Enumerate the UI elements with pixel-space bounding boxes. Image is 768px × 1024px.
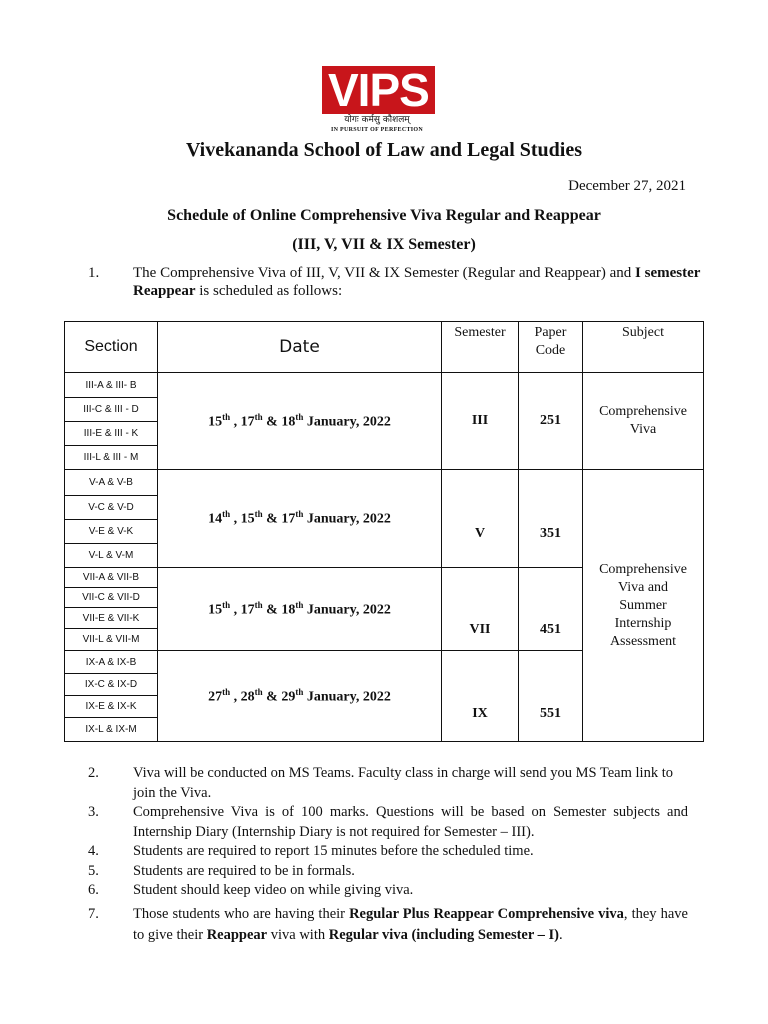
section-cell: V-L & V-M [65, 544, 158, 568]
date-cell: 14th , 15th & 17th January, 2022 [158, 470, 442, 568]
paper-code-cell: 251 [519, 373, 583, 470]
section-cell: VII-L & VII-M [65, 629, 158, 651]
date-cell: 15th , 17th & 18th January, 2022 [158, 373, 442, 470]
paper-code-cell: 551 [519, 651, 583, 742]
section-cell: IX-L & IX-M [65, 718, 158, 742]
school-title: Vivekananda School of Law and Legal Studies [185, 139, 582, 161]
date-cell: 27th , 28th & 29th January, 2022 [158, 651, 442, 742]
table-row [65, 373, 704, 398]
date-cell: 15th , 17th & 18th January, 2022 [158, 568, 442, 651]
list-item: 4. Students are required to report 15 minutes before the scheduled time. [88, 843, 534, 859]
section-cell: IX-A & IX-B [65, 651, 158, 674]
schedule-subtitle: (III, V, VII & IX Semester) [292, 236, 476, 253]
paper-code-cell: 451 [519, 568, 583, 651]
logo-mark: VIPS [322, 66, 435, 114]
list-item: 5. Students are required to be in formals. [88, 862, 355, 879]
section-cell: V-A & V-B [65, 470, 158, 496]
section-cell: III-A & III- B [65, 373, 158, 398]
table-header-row [65, 322, 704, 373]
semester-cell: IX [442, 651, 519, 742]
item-number: 1. [88, 265, 100, 281]
section-cell: VII-C & VII-D [65, 588, 158, 608]
list-item: 6. Student should keep video on while giving viva. [88, 882, 414, 898]
section-cell: VII-A & VII-B [65, 568, 158, 588]
logo-tagline: IN PURSUIT OF PERFECTION [330, 127, 424, 133]
subject-cell: Comprehensive Viva [583, 373, 704, 470]
header-date: Date [158, 322, 442, 373]
table-row [65, 470, 704, 496]
paper-code-cell: 351 [519, 470, 583, 568]
header-paper-code: Paper Code [519, 322, 583, 373]
list-item: 7. Those students who are having their Regular Plus Reappear Comprehensive viva, they have to give their Reappear viva with Regular viva (including Semester – I). [88, 905, 688, 943]
section-cell: V-C & V-D [65, 496, 158, 520]
vips-logo [322, 66, 432, 146]
section-cell: IX-C & IX-D [65, 674, 158, 696]
section-cell: III-E & III - K [65, 422, 158, 446]
list-item: 2. Viva will be conducted on MS Teams. Faculty class in charge will send you MS Team link to join the Viva. [88, 765, 673, 801]
subject-cell: Comprehensive Viva and Summer Internship Assessment [583, 470, 704, 742]
section-cell: VII-E & VII-K [65, 608, 158, 629]
logo-motto: योगः कर्मसु कौशलम् [344, 115, 410, 125]
header-subject: Subject [583, 322, 704, 373]
section-cell: V-E & V-K [65, 520, 158, 544]
schedule-table [64, 321, 704, 742]
section-cell: IX-E & IX-K [65, 696, 158, 718]
intro-paragraph: 1. The Comprehensive Viva of III, V, VII & IX Semester (Regular and Reappear) and I semester Reappear is scheduled as follows: [88, 265, 701, 299]
schedule-title: Schedule of Online Comprehensive Viva Regular and Reappear [167, 207, 601, 224]
semester-cell: V [442, 470, 519, 568]
instructions-list [88, 764, 688, 946]
header-semester: Semester [442, 322, 519, 373]
semester-cell: VII [442, 568, 519, 651]
document-date: December 27, 2021 [568, 178, 686, 194]
section-cell: III-L & III - M [65, 446, 158, 470]
list-item: 3. Comprehensive Viva is of 100 marks. Questions will be based on Semester subjects and Internship Diary (Internship Diary is not required for Semester – III). [88, 804, 688, 840]
semester-cell: III [442, 373, 519, 470]
header-section: Section [65, 322, 158, 373]
section-cell: III-C & III - D [65, 398, 158, 422]
